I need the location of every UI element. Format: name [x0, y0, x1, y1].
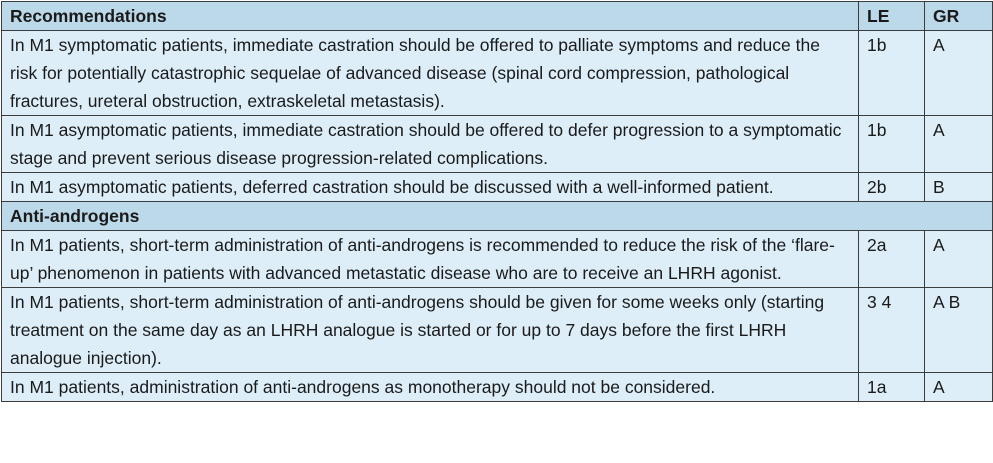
table-row — [2, 288, 993, 373]
grade-of-recommendation: B — [925, 173, 993, 202]
table-row — [2, 231, 993, 288]
recommendation-text: In M1 patients, administration of anti-androgens as monotherapy should not be considered. — [2, 373, 859, 402]
section-title-anti-androgens: Anti-androgens — [2, 202, 993, 231]
header-le: LE — [859, 2, 925, 31]
table-row — [2, 373, 993, 402]
header-recommendations: Recommendations — [2, 2, 859, 31]
level-of-evidence: 1b — [859, 116, 925, 173]
header-gr: GR — [925, 2, 993, 31]
level-of-evidence: 1b — [859, 31, 925, 116]
table-row — [2, 173, 993, 202]
recommendations-table — [1, 1, 993, 402]
grade-of-recommendation: A — [925, 116, 993, 173]
grade-of-recommendation: A — [925, 31, 993, 116]
level-of-evidence: 2a — [859, 231, 925, 288]
table-row — [2, 116, 993, 173]
recommendation-text: In M1 patients, short-term administration of anti-androgens is recommended to reduce the risk of the ‘flare-up’ phenomenon in patients with advanced metastatic disease who are to receive an LHRH agonist. — [2, 231, 859, 288]
grade-of-recommendation: A — [925, 373, 993, 402]
table-row — [2, 31, 993, 116]
section-header-row — [2, 202, 993, 231]
table-header-row — [2, 2, 993, 31]
level-of-evidence: 3 4 — [859, 288, 925, 373]
level-of-evidence: 1a — [859, 373, 925, 402]
recommendation-text: In M1 patients, short-term administration of anti-androgens should be given for some weeks only (starting treatment on the same day as an LHRH analogue is started or for up to 7 days before the first LHRH analogue injection). — [2, 288, 859, 373]
grade-of-recommendation: A B — [925, 288, 993, 373]
level-of-evidence: 2b — [859, 173, 925, 202]
recommendation-text: In M1 asymptomatic patients, deferred castration should be discussed with a well-informed patient. — [2, 173, 859, 202]
recommendation-text: In M1 symptomatic patients, immediate castration should be offered to palliate symptoms and reduce the risk for potentially catastrophic sequelae of advanced disease (spinal cord compression, pathological fractures, ureteral obstruction, extraskeletal metastasis). — [2, 31, 859, 116]
grade-of-recommendation: A — [925, 231, 993, 288]
recommendation-text: In M1 asymptomatic patients, immediate castration should be offered to defer progression to a symptomatic stage and prevent serious disease progression-related complications. — [2, 116, 859, 173]
